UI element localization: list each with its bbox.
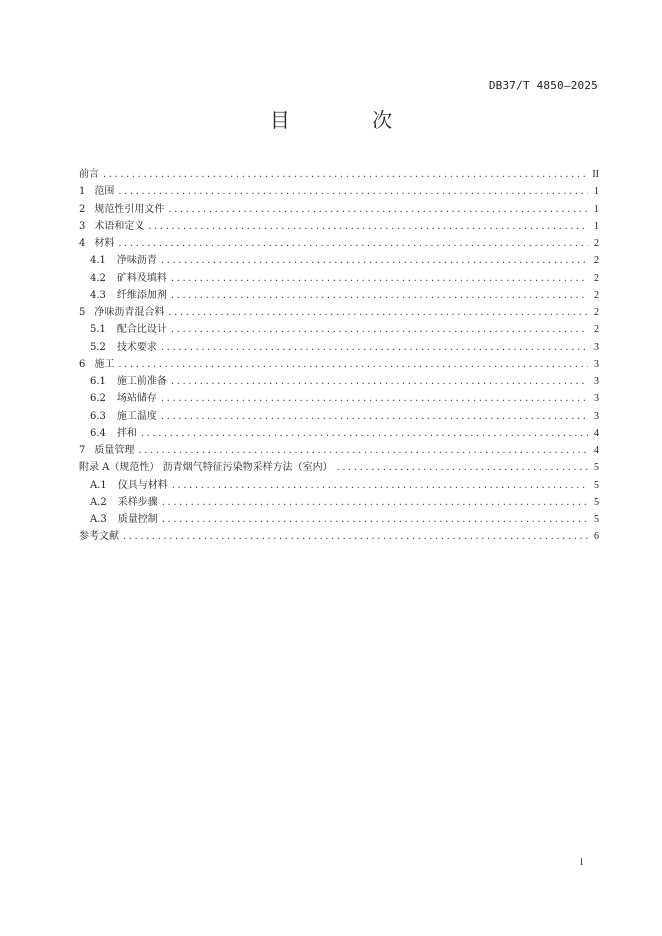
toc-page-number: 3 bbox=[594, 393, 599, 405]
toc-entry-title: 矿料及填料 bbox=[116, 272, 167, 284]
toc-page-number: 3 bbox=[594, 376, 599, 387]
toc-entry-number: 5.2 bbox=[90, 341, 106, 353]
toc-entry[interactable] bbox=[79, 183, 599, 200]
toc-leader-dots bbox=[161, 339, 588, 356]
toc-subentry[interactable] bbox=[79, 511, 599, 528]
toc-entry-label bbox=[90, 408, 157, 425]
toc-entry[interactable] bbox=[79, 528, 599, 545]
toc-leader-dots bbox=[171, 321, 588, 338]
toc-leader-dots bbox=[118, 235, 588, 252]
toc-entry-title: 范围 bbox=[94, 186, 115, 198]
toc-entry-title: 技术要求 bbox=[116, 341, 157, 353]
toc-entry-number: A.3 bbox=[90, 514, 107, 525]
toc-subentry[interactable] bbox=[79, 425, 599, 442]
toc-entry-label bbox=[79, 235, 114, 252]
toc-entry-label bbox=[79, 442, 134, 459]
toc-leader-dots bbox=[171, 287, 588, 304]
toc-entry-number: 6 bbox=[79, 358, 86, 370]
toc-entry-number: 6.1 bbox=[90, 376, 106, 387]
toc-entry-number: 4 bbox=[79, 238, 86, 249]
toc-leader-dots bbox=[172, 477, 588, 494]
toc-entry-label bbox=[79, 528, 119, 545]
toc-leader-dots bbox=[148, 218, 588, 235]
toc-page-number: 1 bbox=[594, 186, 599, 198]
toc-page-number: 4 bbox=[594, 427, 599, 439]
toc-subentry[interactable] bbox=[79, 373, 599, 390]
toc-entry-number: A.1 bbox=[90, 479, 107, 491]
toc-entry-label bbox=[79, 304, 164, 321]
toc-entry-label bbox=[90, 477, 168, 494]
toc-page-number: 2 bbox=[594, 238, 599, 249]
toc-entry-title: 场站储存 bbox=[116, 393, 157, 405]
toc-entry-number: 6.2 bbox=[90, 393, 106, 405]
toc-leader-dots bbox=[161, 252, 588, 269]
toc-entry-label bbox=[79, 201, 164, 218]
toc-entry-number: 4.1 bbox=[90, 255, 106, 267]
toc-leader-dots bbox=[103, 166, 586, 183]
toc-subentry[interactable] bbox=[79, 408, 599, 425]
toc-page-number: 3 bbox=[594, 410, 599, 422]
toc-entry-title: 施工前准备 bbox=[116, 376, 167, 387]
toc-entry-label bbox=[90, 494, 158, 511]
toc-subentry[interactable] bbox=[79, 494, 599, 511]
toc-entry-label bbox=[90, 252, 157, 269]
toc-page-number: 2 bbox=[594, 272, 599, 284]
toc-entry-label bbox=[90, 373, 167, 390]
toc-entry-label bbox=[79, 183, 114, 200]
toc-entry-title: 纤维添加剂 bbox=[116, 289, 167, 301]
toc-entry-label bbox=[90, 287, 167, 304]
toc-entry-title: 配合比设计 bbox=[116, 324, 167, 336]
toc-page-number: 2 bbox=[594, 255, 599, 267]
toc-entry-label bbox=[90, 270, 167, 287]
toc-entry-title: 规范性引用文件 bbox=[94, 203, 165, 215]
toc-entry[interactable] bbox=[79, 304, 599, 321]
toc-entry-label bbox=[79, 166, 99, 183]
toc-leader-dots bbox=[123, 528, 588, 545]
toc-page-number: 4 bbox=[594, 445, 599, 456]
toc-entry-label bbox=[90, 425, 137, 442]
toc-entry-label bbox=[79, 356, 114, 373]
toc-entry-label bbox=[79, 459, 333, 476]
toc-leader-dots bbox=[118, 183, 588, 200]
toc-entry[interactable] bbox=[79, 201, 599, 218]
toc-leader-dots bbox=[337, 459, 588, 476]
toc-entry-title: 施工温度 bbox=[116, 410, 157, 422]
toc-page-number: 5 bbox=[594, 479, 599, 491]
document-code: DB37/T 4850—2025 bbox=[488, 79, 598, 92]
toc-page-number: 2 bbox=[594, 324, 599, 336]
toc-entry-number: 5.1 bbox=[90, 324, 106, 336]
toc-entry-label bbox=[90, 321, 167, 338]
toc-leader-dots bbox=[118, 356, 588, 373]
toc-entry[interactable] bbox=[79, 218, 599, 235]
toc-subentry[interactable] bbox=[79, 339, 599, 356]
page-title: 目 次 bbox=[269, 108, 431, 132]
toc-entry-number: 4.3 bbox=[90, 289, 106, 301]
toc-leader-dots bbox=[138, 442, 588, 459]
toc-entry-title: 质量控制 bbox=[117, 514, 158, 525]
toc-entry[interactable] bbox=[79, 166, 599, 183]
toc-subentry[interactable] bbox=[79, 477, 599, 494]
toc-subentry[interactable] bbox=[79, 321, 599, 338]
toc-subentry[interactable] bbox=[79, 390, 599, 407]
toc-leader-dots bbox=[162, 511, 588, 528]
toc-page-number: 3 bbox=[594, 358, 599, 370]
toc-entry-label bbox=[90, 339, 157, 356]
toc-page-number: 2 bbox=[594, 289, 599, 301]
toc-leader-dots bbox=[168, 201, 588, 218]
toc-subentry[interactable] bbox=[79, 270, 599, 287]
toc-entry[interactable] bbox=[79, 356, 599, 373]
toc-leader-dots bbox=[162, 494, 588, 511]
toc-entry-number: 7 bbox=[79, 445, 86, 456]
toc-entry-title: 材料 bbox=[94, 238, 115, 249]
toc-entry-label bbox=[79, 218, 144, 235]
toc-subentry[interactable] bbox=[79, 252, 599, 269]
toc-page-number: 5 bbox=[594, 462, 599, 474]
toc-entry-title: 施工 bbox=[94, 358, 115, 370]
toc-page-number: 5 bbox=[594, 514, 599, 525]
toc-page-number: 6 bbox=[594, 531, 599, 543]
toc-entry-number: 3 bbox=[79, 220, 86, 232]
toc-leader-dots bbox=[171, 373, 588, 390]
toc-leader-dots bbox=[171, 270, 588, 287]
page-number: I bbox=[580, 857, 583, 867]
toc-entry-title: 仪具与材料 bbox=[117, 479, 168, 491]
toc-entry[interactable] bbox=[79, 459, 599, 476]
toc-page-number: 1 bbox=[594, 203, 599, 215]
toc-entry-number: 4.2 bbox=[90, 272, 106, 284]
toc-entry-number: 6.4 bbox=[90, 427, 106, 439]
toc-leader-dots bbox=[161, 408, 588, 425]
toc-entry-title: 前言 bbox=[79, 169, 99, 180]
toc-entry[interactable] bbox=[79, 235, 599, 252]
toc-subentry[interactable] bbox=[79, 287, 599, 304]
toc-page-number: 3 bbox=[594, 341, 599, 353]
toc-entry-number: 1 bbox=[79, 186, 86, 198]
toc-leader-dots bbox=[141, 425, 588, 442]
toc-page-number: 2 bbox=[594, 307, 599, 318]
toc-entry-title: 参考文献 bbox=[79, 531, 119, 543]
toc-page-number: II bbox=[592, 169, 599, 180]
toc-entry-title: 净味沥青混合料 bbox=[94, 307, 165, 318]
toc-entry-number: 6.3 bbox=[90, 410, 106, 422]
toc-entry-title: 质量管理 bbox=[94, 445, 135, 456]
toc-leader-dots bbox=[168, 304, 588, 321]
toc-entry-title: 净味沥青 bbox=[116, 255, 157, 267]
toc-entry-title: 采样步骤 bbox=[117, 496, 158, 508]
toc-entry[interactable] bbox=[79, 442, 599, 459]
toc-entry-title: 附录 A（规范性） 沥青烟气特征污染物采样方法（室内） bbox=[79, 462, 333, 474]
toc-entry-title: 拌和 bbox=[116, 427, 137, 439]
toc-entry-number: 5 bbox=[79, 307, 86, 318]
toc-entry-label bbox=[90, 390, 157, 407]
toc-page-number: 1 bbox=[594, 220, 599, 232]
toc-entry-title: 术语和定义 bbox=[94, 220, 145, 232]
toc-leader-dots bbox=[161, 390, 588, 407]
table-of-contents bbox=[79, 166, 599, 546]
toc-page-number: 5 bbox=[594, 496, 599, 508]
toc-entry-label bbox=[90, 511, 158, 528]
toc-entry-number: 2 bbox=[79, 203, 86, 215]
toc-entry-number: A.2 bbox=[90, 496, 107, 508]
